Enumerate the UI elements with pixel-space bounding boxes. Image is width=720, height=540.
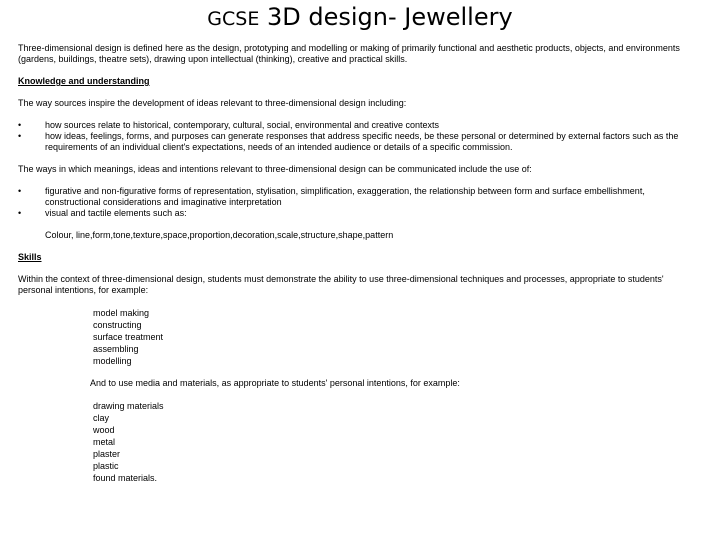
bullet-marker: •: [18, 208, 22, 218]
document-body: [18, 43, 698, 484]
ways-intro: The ways in which meanings, ideas and intentions relevant to three-dimensional design can be communicated include the use of:: [18, 164, 532, 174]
list-item: wood: [93, 425, 115, 435]
list-item: constructing: [93, 320, 142, 330]
intro-paragraph: Three-dimensional design is defined here as the design, prototyping and modelling or making of primarily functional and aesthetic products, objects, and environments (gardens, buildings, theatre sets), drawing upon intellectual (thinking), creative and practical skills.: [18, 43, 680, 64]
list-item: model making: [93, 308, 150, 318]
skills-heading: Skills: [18, 252, 42, 262]
list-item: metal: [93, 437, 116, 447]
title-prefix: GCSE: [207, 8, 260, 30]
bullet-text: figurative and non-figurative forms of representation, stylisation, simplification, exaggeration, the relationship between form and surface embellishment, constructional considerations and imaginative interpretation: [45, 186, 645, 207]
bullet-text: visual and tactile elements such as:: [45, 208, 187, 218]
list-item: assembling: [93, 344, 139, 354]
bullet-item: [18, 131, 698, 153]
skills-intro: Within the context of three-dimensional design, students must demonstrate the ability to use three-dimensional techniques and processes, appropriate to students' personal intentions, for example:: [18, 274, 664, 295]
bullet-marker: •: [18, 186, 22, 196]
sources-intro: The way sources inspire the development of ideas relevant to three-dimensional design including:: [18, 98, 407, 108]
list-item: surface treatment: [93, 332, 164, 342]
bullet-marker: •: [18, 131, 22, 141]
page-title: [0, 0, 720, 36]
materials-list: [18, 400, 698, 484]
title-main: 3D design- Jewellery: [259, 3, 513, 31]
bullet-item: [18, 186, 698, 208]
bullet-text: how sources relate to historical, contemporary, cultural, social, environmental and creative contexts: [45, 120, 440, 130]
media-intro: And to use media and materials, as appropriate to students' personal intentions, for example:: [90, 378, 460, 388]
bullet-item: [18, 120, 698, 131]
techniques-list: [18, 307, 698, 367]
visual-elements-list: Colour, line,form,tone,texture,space,proportion,decoration,scale,structure,shape,pattern: [45, 230, 394, 240]
bullet-marker: •: [18, 120, 22, 130]
list-item: plastic: [93, 461, 119, 471]
bullet-text: how ideas, feelings, forms, and purposes can generate responses that address specific needs, be these personal or determined by external factors such as the requirements of an individual client's expectations, needs of an intended audience or details of a specific commission.: [45, 131, 679, 152]
knowledge-heading: Knowledge and understanding: [18, 76, 150, 86]
list-item: drawing materials: [93, 401, 164, 411]
list-item: modelling: [93, 356, 132, 366]
bullet-item: [18, 208, 698, 219]
list-item: clay: [93, 413, 110, 423]
list-item: plaster: [93, 449, 121, 459]
list-item: found materials.: [93, 473, 158, 483]
